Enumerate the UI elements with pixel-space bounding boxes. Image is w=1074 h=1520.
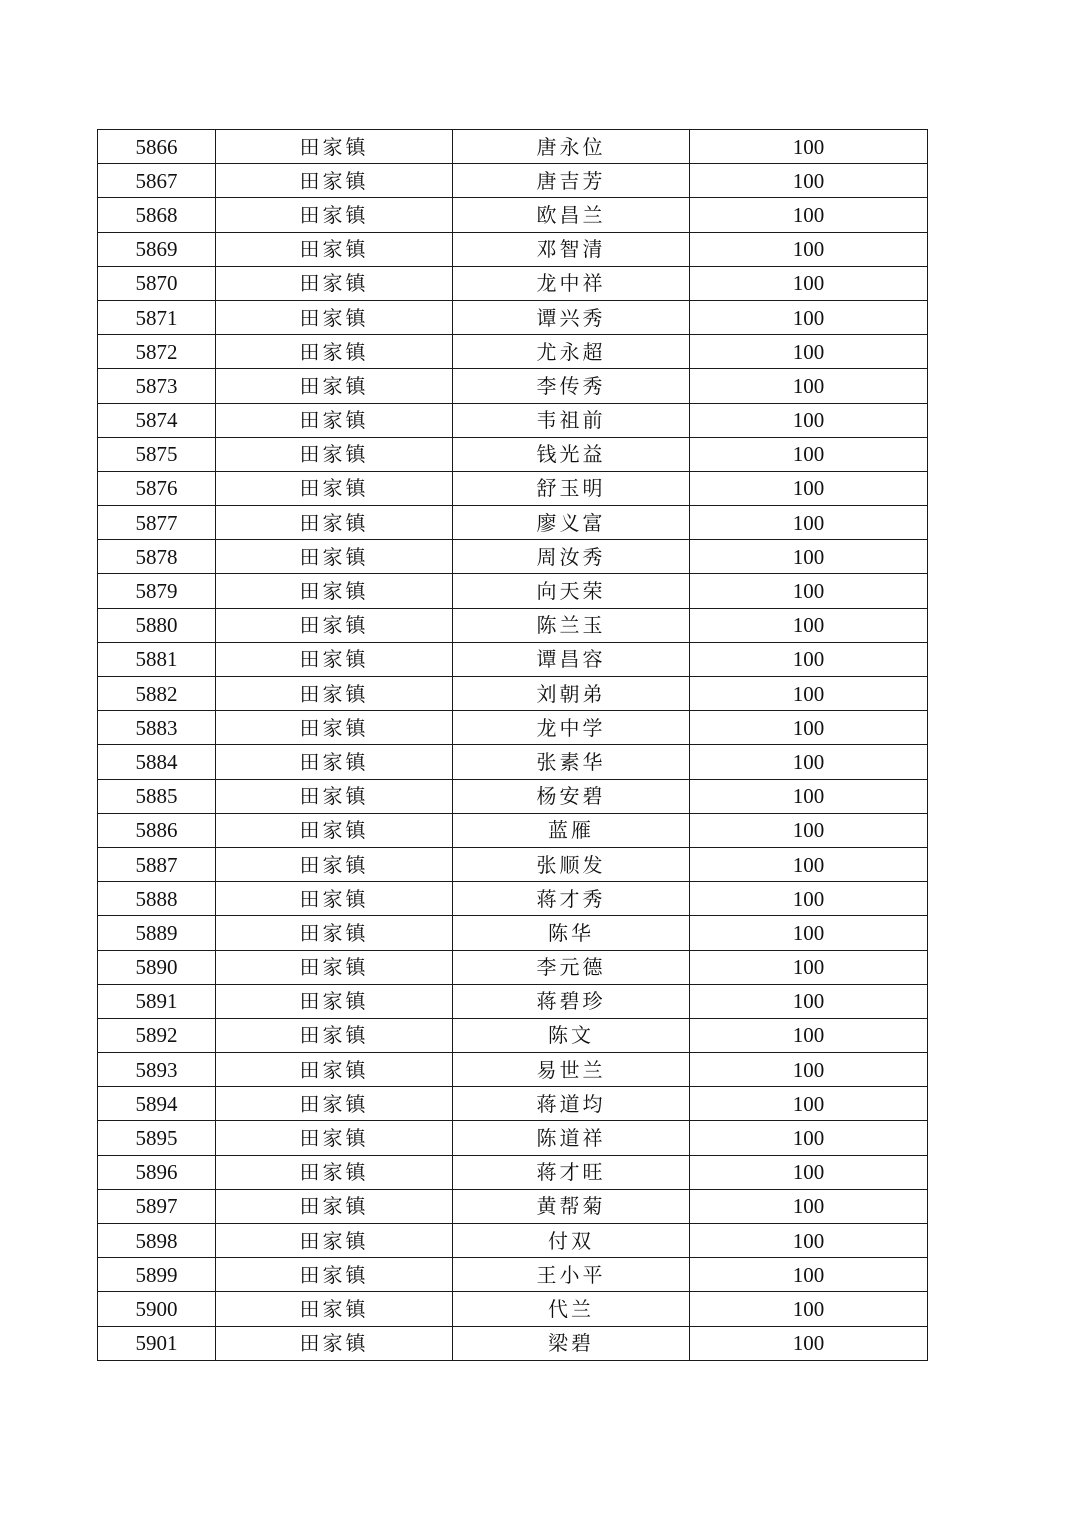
serial-number-cell: 5872 [98,335,216,369]
table-row [98,437,928,471]
town-cell: 田家镇 [216,130,453,164]
table-row [98,677,928,711]
person-name-cell: 龙中学 [453,711,690,745]
person-name-cell: 谭昌容 [453,642,690,676]
person-name-cell: 韦祖前 [453,403,690,437]
amount-cell: 100 [690,608,928,642]
amount-cell: 100 [690,506,928,540]
amount-cell: 100 [690,300,928,334]
amount-cell: 100 [690,130,928,164]
amount-cell: 100 [690,1189,928,1223]
town-cell: 田家镇 [216,916,453,950]
serial-number-cell: 5874 [98,403,216,437]
person-name-cell: 向天荣 [453,574,690,608]
serial-number-cell: 5871 [98,300,216,334]
table-row [98,745,928,779]
amount-cell: 100 [690,437,928,471]
serial-number-cell: 5884 [98,745,216,779]
table-row [98,1326,928,1360]
serial-number-cell: 5887 [98,847,216,881]
town-cell: 田家镇 [216,1155,453,1189]
town-cell: 田家镇 [216,642,453,676]
person-name-cell: 王小平 [453,1258,690,1292]
amount-cell: 100 [690,1292,928,1326]
table-row [98,1155,928,1189]
table-row [98,164,928,198]
table-row [98,950,928,984]
amount-cell: 100 [690,403,928,437]
serial-number-cell: 5897 [98,1189,216,1223]
serial-number-cell: 5875 [98,437,216,471]
person-name-cell: 张素华 [453,745,690,779]
person-name-cell: 刘朝弟 [453,677,690,711]
town-cell: 田家镇 [216,232,453,266]
town-cell: 田家镇 [216,984,453,1018]
amount-cell: 100 [690,471,928,505]
amount-cell: 100 [690,335,928,369]
serial-number-cell: 5895 [98,1121,216,1155]
person-name-cell: 蒋才秀 [453,882,690,916]
serial-number-cell: 5894 [98,1087,216,1121]
town-cell: 田家镇 [216,335,453,369]
serial-number-cell: 5883 [98,711,216,745]
amount-cell: 100 [690,711,928,745]
roster-table [97,129,928,1361]
amount-cell: 100 [690,1258,928,1292]
town-cell: 田家镇 [216,1087,453,1121]
serial-number-cell: 5867 [98,164,216,198]
person-name-cell: 易世兰 [453,1053,690,1087]
serial-number-cell: 5868 [98,198,216,232]
amount-cell: 100 [690,369,928,403]
town-cell: 田家镇 [216,403,453,437]
town-cell: 田家镇 [216,813,453,847]
amount-cell: 100 [690,232,928,266]
town-cell: 田家镇 [216,164,453,198]
table-row [98,1258,928,1292]
serial-number-cell: 5899 [98,1258,216,1292]
person-name-cell: 陈道祥 [453,1121,690,1155]
amount-cell: 100 [690,1053,928,1087]
amount-cell: 100 [690,950,928,984]
serial-number-cell: 5873 [98,369,216,403]
town-cell: 田家镇 [216,950,453,984]
town-cell: 田家镇 [216,677,453,711]
town-cell: 田家镇 [216,608,453,642]
town-cell: 田家镇 [216,882,453,916]
amount-cell: 100 [690,1155,928,1189]
amount-cell: 100 [690,1224,928,1258]
person-name-cell: 谭兴秀 [453,300,690,334]
person-name-cell: 李传秀 [453,369,690,403]
person-name-cell: 廖义富 [453,506,690,540]
serial-number-cell: 5876 [98,471,216,505]
town-cell: 田家镇 [216,574,453,608]
person-name-cell: 陈华 [453,916,690,950]
serial-number-cell: 5893 [98,1053,216,1087]
serial-number-cell: 5880 [98,608,216,642]
amount-cell: 100 [690,745,928,779]
serial-number-cell: 5889 [98,916,216,950]
person-name-cell: 蒋道均 [453,1087,690,1121]
amount-cell: 100 [690,1121,928,1155]
serial-number-cell: 5890 [98,950,216,984]
serial-number-cell: 5898 [98,1224,216,1258]
serial-number-cell: 5869 [98,232,216,266]
person-name-cell: 龙中祥 [453,266,690,300]
town-cell: 田家镇 [216,1189,453,1223]
amount-cell: 100 [690,677,928,711]
table-row [98,1018,928,1052]
serial-number-cell: 5879 [98,574,216,608]
amount-cell: 100 [690,540,928,574]
table-row [98,471,928,505]
town-cell: 田家镇 [216,847,453,881]
serial-number-cell: 5888 [98,882,216,916]
town-cell: 田家镇 [216,1258,453,1292]
table-row [98,130,928,164]
table-row [98,540,928,574]
table-row [98,882,928,916]
person-name-cell: 付双 [453,1224,690,1258]
amount-cell: 100 [690,779,928,813]
person-name-cell: 欧昌兰 [453,198,690,232]
person-name-cell: 张顺发 [453,847,690,881]
table-row [98,1121,928,1155]
town-cell: 田家镇 [216,300,453,334]
table-row [98,711,928,745]
table-row [98,779,928,813]
amount-cell: 100 [690,266,928,300]
table-row [98,335,928,369]
person-name-cell: 邓智清 [453,232,690,266]
serial-number-cell: 5882 [98,677,216,711]
town-cell: 田家镇 [216,779,453,813]
amount-cell: 100 [690,916,928,950]
table-row [98,984,928,1018]
town-cell: 田家镇 [216,1121,453,1155]
table-row [98,608,928,642]
serial-number-cell: 5870 [98,266,216,300]
person-name-cell: 钱光益 [453,437,690,471]
town-cell: 田家镇 [216,471,453,505]
person-name-cell: 陈文 [453,1018,690,1052]
person-name-cell: 蒋才旺 [453,1155,690,1189]
amount-cell: 100 [690,642,928,676]
town-cell: 田家镇 [216,1018,453,1052]
person-name-cell: 梁碧 [453,1326,690,1360]
table-row [98,1292,928,1326]
table-row [98,403,928,437]
table-row [98,266,928,300]
town-cell: 田家镇 [216,266,453,300]
town-cell: 田家镇 [216,1224,453,1258]
amount-cell: 100 [690,847,928,881]
amount-cell: 100 [690,164,928,198]
serial-number-cell: 5878 [98,540,216,574]
serial-number-cell: 5877 [98,506,216,540]
table-row [98,1087,928,1121]
amount-cell: 100 [690,984,928,1018]
person-name-cell: 陈兰玉 [453,608,690,642]
town-cell: 田家镇 [216,1292,453,1326]
person-name-cell: 蒋碧珍 [453,984,690,1018]
person-name-cell: 尤永超 [453,335,690,369]
amount-cell: 100 [690,1326,928,1360]
amount-cell: 100 [690,574,928,608]
serial-number-cell: 5866 [98,130,216,164]
town-cell: 田家镇 [216,1326,453,1360]
person-name-cell: 杨安碧 [453,779,690,813]
amount-cell: 100 [690,1087,928,1121]
table-row [98,813,928,847]
serial-number-cell: 5886 [98,813,216,847]
town-cell: 田家镇 [216,198,453,232]
serial-number-cell: 5885 [98,779,216,813]
person-name-cell: 蓝雁 [453,813,690,847]
person-name-cell: 唐永位 [453,130,690,164]
table-row [98,300,928,334]
town-cell: 田家镇 [216,540,453,574]
person-name-cell: 舒玉明 [453,471,690,505]
serial-number-cell: 5896 [98,1155,216,1189]
town-cell: 田家镇 [216,1053,453,1087]
town-cell: 田家镇 [216,711,453,745]
table-row [98,1053,928,1087]
table-row [98,847,928,881]
serial-number-cell: 5901 [98,1326,216,1360]
amount-cell: 100 [690,198,928,232]
table-row [98,574,928,608]
table-row [98,369,928,403]
amount-cell: 100 [690,813,928,847]
table-row [98,232,928,266]
person-name-cell: 周汝秀 [453,540,690,574]
serial-number-cell: 5892 [98,1018,216,1052]
town-cell: 田家镇 [216,369,453,403]
serial-number-cell: 5881 [98,642,216,676]
amount-cell: 100 [690,1018,928,1052]
person-name-cell: 黄帮菊 [453,1189,690,1223]
serial-number-cell: 5891 [98,984,216,1018]
table-row [98,642,928,676]
amount-cell: 100 [690,882,928,916]
table-row [98,1224,928,1258]
table-row [98,198,928,232]
roster-table-body [98,130,928,1361]
serial-number-cell: 5900 [98,1292,216,1326]
town-cell: 田家镇 [216,437,453,471]
town-cell: 田家镇 [216,745,453,779]
person-name-cell: 唐吉芳 [453,164,690,198]
table-row [98,1189,928,1223]
table-row [98,916,928,950]
table-row [98,506,928,540]
town-cell: 田家镇 [216,506,453,540]
person-name-cell: 李元德 [453,950,690,984]
person-name-cell: 代兰 [453,1292,690,1326]
